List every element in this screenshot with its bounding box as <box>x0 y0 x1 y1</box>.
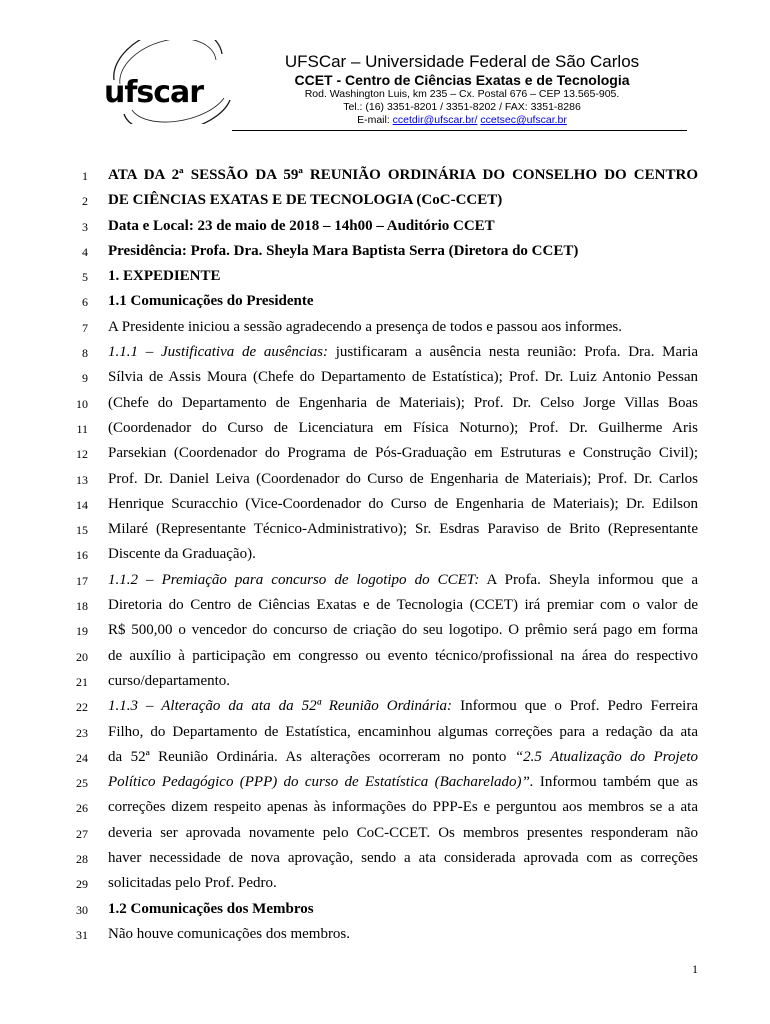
line-number: 15 <box>76 523 88 538</box>
text-segment: Data e Local: 23 de maio de 2018 – 14h00 – Auditório CCET <box>108 217 495 234</box>
line-number: 5 <box>82 270 88 285</box>
numbered-line <box>0 846 770 871</box>
line-number: 7 <box>82 320 88 335</box>
line-text <box>108 897 698 922</box>
line-number: 16 <box>76 548 88 563</box>
phone-line: Tel.: (16) 3351-8201 / 3351-8202 / FAX: 3351-8286 <box>343 101 581 113</box>
numbered-line <box>0 897 770 922</box>
text-segment: da 52ª Reunião Ordinária. As alterações ocorreram no ponto <box>108 748 515 765</box>
text-segment: Filho, do Departamento de Estatística, encaminhou algumas correções para a redação da ata <box>108 723 698 740</box>
center-name: CCET - Centro de Ciências Exatas e de Tecnologia <box>294 72 630 88</box>
line-text <box>108 821 698 846</box>
line-text <box>108 264 698 289</box>
text-segment: Henrique Scuracchio (Vice-Coordenador do Curso de Engenharia de Materiais); Dr. Edilson <box>108 495 698 512</box>
numbered-line <box>0 669 770 694</box>
text-segment: 1.2 Comunicações dos Membros <box>108 900 314 917</box>
line-number: 27 <box>76 826 88 841</box>
text-segment: Milaré (Representante Técnico-Administrativo); Sr. Esdras Paraviso de Brito (Representante <box>108 521 698 538</box>
line-text <box>108 214 698 239</box>
text-segment: Sílvia de Assis Moura (Chefe do Departamento de Estatística); Prof. Dr. Luiz Antonio Pessan <box>108 369 698 386</box>
line-text <box>108 340 698 365</box>
line-text <box>108 365 698 390</box>
text-segment: A Presidente iniciou a sessão agradecendo a presença de todos e passou aos informes. <box>108 318 623 335</box>
line-number: 30 <box>76 902 88 917</box>
numbered-line <box>0 745 770 770</box>
line-number: 31 <box>76 927 88 942</box>
numbered-line <box>0 694 770 719</box>
numbered-line <box>0 416 770 441</box>
text-segment: (Coordenador do Curso de Licenciatura em Física Noturno); Prof. Dr. Guilherme Aris <box>108 419 698 436</box>
text-segment: 1.1.1 – Justificativa de ausências: <box>108 344 329 361</box>
text-segment: deveria ser aprovada novamente pelo CoC-CCET. Os membros presentes responderam não <box>108 824 698 841</box>
numbered-line <box>0 871 770 896</box>
numbered-line <box>0 391 770 416</box>
text-segment: R$ 500,00 o vencedor do concurso de criação do seu logotipo. O prêmio será pago em forma <box>108 622 698 639</box>
email-link-ccetdir[interactable]: ccetdir@ufscar.br/ <box>392 114 478 126</box>
text-segment: Presidência: Profa. Dra. Sheyla Mara Baptista Serra (Diretora do CCET) <box>108 242 579 259</box>
numbered-line <box>0 441 770 466</box>
numbered-line <box>0 365 770 390</box>
address: Rod. Washington Luis, km 235 – Cx. Postal 676 – CEP 13.565-905. <box>304 88 620 100</box>
text-segment: correções dizem respeito apenas às informações do PPP-Es e perguntou aos membros se a ata <box>108 799 698 816</box>
numbered-line <box>0 517 770 542</box>
text-segment: DE CIÊNCIAS EXATAS E DE TECNOLOGIA (CoC-CCET) <box>108 192 503 209</box>
line-text <box>108 871 698 896</box>
line-number: 2 <box>82 194 88 209</box>
line-text <box>108 542 698 567</box>
letterhead <box>0 0 770 140</box>
line-number: 6 <box>82 295 88 310</box>
line-number: 25 <box>76 776 88 791</box>
email-link-ccetsec[interactable]: ccetsec@ufscar.br <box>480 114 567 126</box>
numbered-line <box>0 214 770 239</box>
line-number: 26 <box>76 801 88 816</box>
line-number: 10 <box>76 396 88 411</box>
line-text <box>108 441 698 466</box>
numbered-line <box>0 644 770 669</box>
numbered-line <box>0 542 770 567</box>
numbered-line <box>0 922 770 947</box>
email-label: E-mail: <box>357 114 390 126</box>
text-segment: Não houve comunicações dos membros. <box>108 925 351 942</box>
text-segment: 1. EXPEDIENTE <box>108 268 221 285</box>
line-number: 14 <box>76 497 88 512</box>
numbered-line <box>0 340 770 365</box>
text-segment: Informou que o Prof. Pedro Ferreira <box>452 698 698 715</box>
line-number: 18 <box>76 599 88 614</box>
text-segment: 1.1.2 – Premiação para concurso de logotipo do CCET: <box>108 571 480 588</box>
ufscar-logo <box>98 40 238 124</box>
line-text <box>108 467 698 492</box>
numbered-line <box>0 720 770 745</box>
numbered-line <box>0 795 770 820</box>
line-text <box>108 770 698 795</box>
numbered-line <box>0 239 770 264</box>
text-segment: haver necessidade de nova aprovação, sendo a ata considerada aprovada com as correções <box>108 850 698 867</box>
line-text <box>108 517 698 542</box>
line-text <box>108 720 698 745</box>
numbered-line <box>0 770 770 795</box>
text-segment: Diretoria do Centro de Ciências Exatas e de Tecnologia (CCET) irá premiar com o valor de <box>108 597 698 614</box>
numbered-line <box>0 568 770 593</box>
svg-text:ufscar: ufscar <box>104 75 204 110</box>
line-text <box>108 618 698 643</box>
minutes-body <box>0 163 770 947</box>
line-text <box>108 315 698 340</box>
numbered-line <box>0 188 770 213</box>
numbered-line <box>0 618 770 643</box>
line-text <box>108 391 698 416</box>
email-line <box>232 114 692 127</box>
line-number: 22 <box>76 700 88 715</box>
line-number: 3 <box>82 219 88 234</box>
text-segment: curso/departamento. <box>108 672 231 689</box>
line-number: 29 <box>76 877 88 892</box>
numbered-line <box>0 821 770 846</box>
university-name: UFSCar – Universidade Federal de São Carlos <box>284 52 640 71</box>
text-segment: A Profa. Sheyla informou que a <box>479 571 698 588</box>
line-number: 19 <box>76 624 88 639</box>
line-text <box>108 492 698 517</box>
line-text <box>108 593 698 618</box>
line-number: 28 <box>76 852 88 867</box>
header-divider <box>232 130 687 131</box>
text-segment: de auxílio à participação em congresso ou evento técnico/profissional na área do respectivo <box>108 647 698 664</box>
numbered-line <box>0 467 770 492</box>
page-number: 1 <box>692 962 698 976</box>
line-number: 1 <box>82 169 88 183</box>
text-segment: Informou também que as <box>533 774 698 791</box>
line-text <box>108 669 698 694</box>
line-number: 21 <box>76 674 88 689</box>
line-number: 8 <box>82 346 88 361</box>
line-text <box>108 694 698 719</box>
line-number: 4 <box>82 244 88 259</box>
line-number: 11 <box>76 421 88 436</box>
line-text <box>108 644 698 669</box>
numbered-line <box>0 593 770 618</box>
text-segment: 1.1.3 – Alteração da ata da 52ª Reunião Ordinária: <box>108 698 453 715</box>
line-text <box>108 568 698 593</box>
line-text <box>108 846 698 871</box>
line-text <box>108 922 698 947</box>
text-segment: ATA DA 2ª SESSÃO DA 59ª REUNIÃO ORDINÁRIA DO CONSELHO DO CENTRO <box>108 167 698 183</box>
text-segment: Prof. Dr. Daniel Leiva (Coordenador do Curso de Engenharia de Materiais); Prof. Dr. Carlos <box>108 470 698 487</box>
line-number: 20 <box>76 649 88 664</box>
line-text <box>108 745 698 770</box>
text-segment: Discente da Graduação). <box>108 546 256 563</box>
text-segment: Parsekian (Coordenador do Programa de Pós-Graduação em Estruturas e Construção Civil); <box>108 445 698 462</box>
line-text <box>108 289 698 314</box>
line-number: 9 <box>82 371 88 386</box>
line-text <box>108 416 698 441</box>
line-text <box>108 795 698 820</box>
numbered-line <box>0 163 770 188</box>
line-text <box>108 163 698 188</box>
text-segment: 1.1 Comunicações do Presidente <box>108 293 314 310</box>
line-number: 17 <box>76 573 88 588</box>
line-number: 24 <box>76 750 88 765</box>
text-segment: solicitadas pelo Prof. Pedro. <box>108 875 277 892</box>
text-segment: Político Pedagógico (PPP) do curso de Estatística (Bacharelado)”. <box>108 774 534 791</box>
text-segment: (Chefe do Departamento de Engenharia de Materiais); Prof. Dr. Celso Jorge Villas Boas <box>108 394 698 411</box>
numbered-line <box>0 264 770 289</box>
line-text <box>108 239 698 264</box>
text-segment: “2.5 Atualização do Projeto <box>514 748 698 765</box>
numbered-line <box>0 492 770 517</box>
line-number: 12 <box>76 447 88 462</box>
text-segment: justificaram a ausência nesta reunião: Profa. Dra. Maria <box>328 344 698 361</box>
line-number: 13 <box>76 472 88 487</box>
numbered-line <box>0 315 770 340</box>
line-text <box>108 188 698 213</box>
line-number: 23 <box>76 725 88 740</box>
numbered-line <box>0 289 770 314</box>
